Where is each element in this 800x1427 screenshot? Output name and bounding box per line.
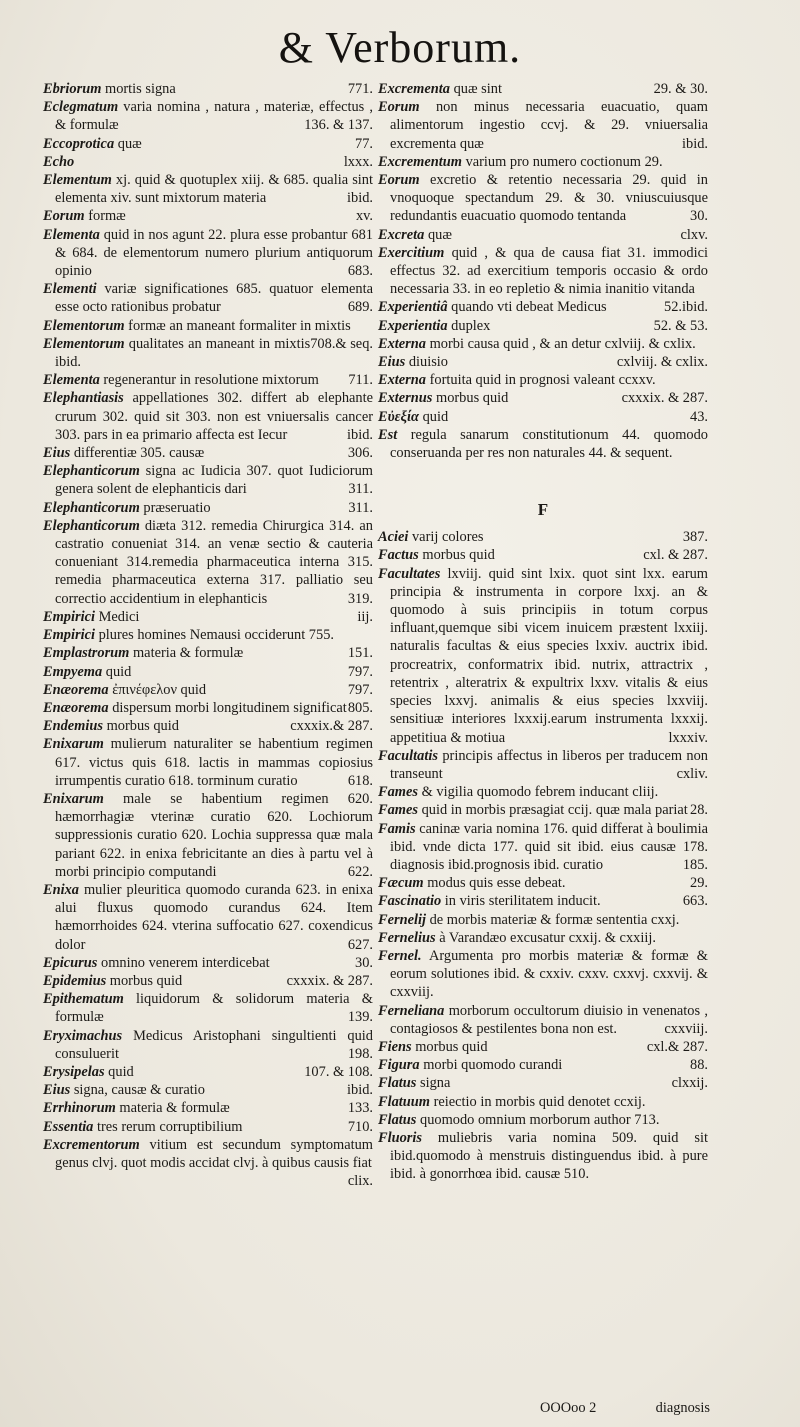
entry-page-ref: cxlviij. & cxlix. [616,354,708,371]
entry-page-ref: 30. [355,954,373,971]
index-entry [43,663,373,681]
entry-headword: Empirici [43,627,95,644]
entry-text: quæ sint [453,81,502,97]
entry-text: lxviij. quid sint lxix. quot sint lxx. earum principia & instrumenta in corpore lxxj. an & quomodo à suis principiis in totum corpus influant,quemque sibi vicem inuicem præstent lxxiij. naturalis facultas & eius species lxxiv. auctrix ibid. procreatrix, conformatrix ibid. nutrix, attractrix , retentrix , alteratrix & expultrix lxxv. vitalis & eius species lxxvj. animalis & eius species lxxviij. sensitiuæ interiores lxxxij.earum instrumenta lxxxij. appetitiua & motiua [390,565,708,746]
entry-headword: Excrementa [378,81,450,97]
entry-text: quid [105,663,132,680]
index-entry [43,517,373,608]
entry-page-ref: clxxij. [671,1075,708,1092]
entry-text: ἐπινέφελον quid [112,681,207,698]
index-entry [378,353,708,371]
entry-page-ref: clxv. [680,226,708,243]
entry-headword: Fames [378,784,418,801]
index-entry [378,892,708,910]
index-entry [378,1093,708,1111]
entry-headword: Elephantiasis [43,390,124,407]
entry-headword: Fæcum [378,875,424,892]
entry-text: omnino venerem interdicebat [101,954,270,971]
entry-page-ref: 306. [347,445,373,462]
entry-headword: Experientiâ [378,299,448,316]
index-entry [378,1074,708,1092]
entry-headword: Fames [378,802,418,819]
entry-text: morborum occultorum diuisio in venenatos , contagiosos & pestilentes bona non est. [390,1002,708,1037]
entry-text: morbi quomodo curandi [423,1057,563,1074]
entry-page-ref: xv. [355,208,373,225]
entry-text: quid , & qua de causa fiat 31. immodici effectus 32. ad exercitium temporis occasio & ordo necessaria 33. in eo repletio & nimia inanitio vitanda [390,244,708,298]
entry-text: appellationes 302. differt ab elephante crurum 302. quid sit 303. non est vniuersalis cancer 303. pars in ea primario affecta est Iecur [55,390,373,443]
index-entry [378,153,708,171]
index-entry [43,1118,373,1136]
entry-headword: Excreta [378,226,425,243]
entry-page-ref: 797. [347,681,373,698]
entry-headword: Epicurus [43,954,98,971]
entry-page-ref: ibid. [347,190,373,207]
index-entry [378,80,708,98]
running-head: & Verborum. [278,23,522,72]
entry-headword: Elephanticorum [43,463,140,480]
entry-headword: Flatus [378,1111,417,1128]
entry-headword: Elementi [43,281,97,298]
e-entries-continued [378,80,708,462]
entry-text: quid in morbis præsagiat ccij. quæ mala pariat [421,802,688,819]
entry-text: modus quis esse debeat. [427,875,566,892]
entry-headword: Erysipelas [43,1063,105,1080]
entry-headword: Fernel. [378,947,422,964]
entry-page-ref: clix. [347,1173,373,1190]
entry-page-ref: 151. [347,645,373,662]
entry-headword: Fluoris [378,1129,422,1146]
index-entry [43,317,373,352]
entry-page-ref: 28. [690,802,708,819]
entry-text: quæ [117,135,142,152]
entry-headword: Elementa [43,372,100,389]
entry-page-ref: 622. [347,863,373,880]
entry-text: morbi causa quid , & an detur cxlviij. & cxlix. [429,335,696,352]
entry-headword: Endemius [43,718,103,735]
entry-text: in viris sterilitatem inducit. [444,893,601,910]
index-entry [378,426,708,462]
entry-page-ref: 311. [348,481,373,498]
entry-headword: Epidemius [43,972,107,989]
index-entry [378,1002,708,1038]
index-entry [378,1111,708,1129]
entry-headword: Eccoprotica [43,135,115,152]
entry-headword: Εὐεξία [378,408,419,425]
entry-page-ref: 387. [682,529,708,546]
index-entry [43,1136,373,1190]
entry-headword: Externa [378,335,426,352]
entry-text: mulierum naturaliter se habentium regimen 617. victus quis 618. lactis in mammas copiosius irrumpentis curatio 618. torminum curatio [55,736,373,789]
index-column-left [43,80,373,1190]
index-entry [378,335,708,353]
entry-page-ref: 107. & 108. [304,1063,373,1080]
entry-text: quæ [427,226,452,243]
index-entry [43,608,373,626]
entry-headword: Eorum [378,172,420,189]
entry-headword: Externa [378,372,426,389]
entry-text: præseruatio [143,499,211,516]
index-entry [378,929,708,947]
entry-headword: Est [378,426,398,443]
entry-headword: Flatus [378,1075,417,1092]
entry-page-ref: 319. [347,590,373,607]
entry-page-ref: 311. [348,499,373,516]
entry-page-ref: cxxviij. [664,1020,708,1037]
signature-line [540,1400,710,1417]
entry-page-ref: 797. [347,663,373,680]
entry-text: varium pro numero coctionum 29. [465,153,663,170]
entry-headword: Epithematum [43,991,124,1008]
entry-page-ref: 198. [347,1045,373,1062]
entry-page-ref: ibid. [682,135,708,152]
entry-page-ref: 711. [348,372,373,389]
entry-page-ref: 710. [347,1118,373,1135]
index-entry [43,389,373,444]
index-entry [43,226,373,281]
entry-headword: Eorum [378,99,420,116]
entry-text: quid [108,1063,134,1080]
index-entry [43,280,373,316]
entry-text: regenerantur in resolutione mixtorum [103,372,319,389]
index-entry [378,171,708,226]
entry-headword: Excrementum [378,153,462,170]
entry-text: diuisio [408,354,448,371]
entry-page-ref: 133. [347,1100,373,1117]
entry-text: Medicus Aristophani singultienti quid consuluerit [55,1027,373,1062]
entry-headword: Facultates [378,565,441,582]
entry-headword: Facultatis [378,747,438,764]
entry-text: morbus quid [415,1038,488,1055]
entry-page-ref: 88. [690,1057,708,1074]
entry-page-ref: cxxxix. & 287. [621,390,708,407]
signature-mark: OOOoo 2 [540,1400,597,1416]
entry-headword: Eryximachus [43,1027,123,1044]
entry-page-ref: 139. [347,1009,373,1026]
index-entry [378,298,708,316]
entry-text: materia & formulæ [132,645,244,662]
index-entry [43,990,373,1026]
entry-headword: Enæorema [43,699,109,716]
index-entry [43,1099,373,1117]
entry-headword: Elementorum [43,335,125,352]
entry-page-ref: 708.& seq. [310,335,373,352]
entry-text: principis affectus in liberos per traducem non transeunt [390,747,708,782]
index-entry [378,226,708,244]
entry-text: variæ significationes 685. quatuor elementa esse octo rationibus probatur [55,281,373,316]
entry-text: non minus necessaria euacuatio, quam alimentorum ingestio ccvj. & 29. vniuersalia excrementa quæ [390,99,709,152]
entry-page-ref: 663. [682,893,708,910]
index-entry [378,1129,708,1184]
index-entry [378,947,708,1002]
entry-text: reiectio in morbis quid denotet ccxij. [433,1093,646,1110]
index-entry [43,644,373,662]
index-entry [43,972,373,990]
index-entry [43,371,373,389]
entry-headword: Elementa [43,226,100,243]
entry-text: mortis signa [105,81,176,97]
entry-page-ref: 805. [347,699,373,716]
entry-text: liquidorum & solidorum materia & formulæ [55,991,373,1026]
entry-text: xj. quid & quotuplex xiij. & 685. qualia sint elementa xiv. sunt mixtorum materia [55,172,373,207]
entry-page-ref: 77. [355,135,373,152]
entry-text: morbus quid [109,972,183,989]
entry-page-ref: 185. [682,856,708,873]
entry-headword: Errhinorum [43,1100,116,1117]
entry-page-ref: ibid. [682,299,708,316]
index-entry [43,153,373,171]
entry-page-ref: 689. [347,299,373,316]
entry-headword: Figura [378,1057,420,1074]
entry-headword: Eius [43,445,71,462]
entry-text: & vigilia quomodo febrem inducant cliij. [421,784,659,801]
index-entry [378,801,708,819]
entry-text: signa [420,1075,451,1092]
index-entry [378,565,708,747]
entry-page-ref: 52. & 53. [653,317,708,334]
entry-headword: Fernelij [378,911,426,928]
entry-page-ref: cxliv. [676,765,708,782]
entry-headword: Enixarum [43,736,104,753]
entry-text: dispersum morbi longitudinem significat [112,699,347,716]
entry-text: duplex [451,317,491,334]
entry-text: à Varandæo excusatur cxxij. & cxxiij. [439,929,656,946]
entry-page-ref: 627. [347,936,373,953]
entry-text: signa ac Iudicia 307. quot Iudiciorum genera solent de elephanticis dari [55,463,373,498]
entry-page-ref: 52. [664,299,682,316]
entry-text: signa, causæ & curatio [73,1082,205,1099]
entry-page-ref: 618. [347,772,373,789]
index-entry [378,98,708,153]
entry-headword: Eclegmatum [43,99,119,116]
entry-page-ref: cxxxix.& 287. [290,718,373,735]
index-entry [378,546,708,564]
section-letter-f: F [537,500,549,520]
entry-page-ref: 771. [347,81,373,97]
entry-page-ref: 683. [347,263,373,280]
index-entry [43,499,373,517]
index-entry [43,699,373,717]
entry-page-ref: cxl.& 287. [646,1038,708,1055]
entry-page-ref: lxxx. [343,153,373,170]
index-entry [43,881,373,954]
entry-page-ref: iij. [357,608,373,625]
entry-headword: Fernelius [378,929,436,946]
entry-headword: Emplastrorum [43,645,130,662]
entry-page-ref: 43. [690,408,708,425]
index-entry [378,747,708,783]
entry-headword: Enixarum [43,790,104,807]
entry-text: vitium est secundum symptomatum genus clvj. quot modis accidat clvj. à quibus causis fiat [55,1136,373,1171]
entry-text: male se habentium regimen 620. hæmorrhagiæ vterinæ curatio 620. Lochiorum suppressionis curatio 620. Lochia suppressa quæ mala pariant 622. in enixa febricitante an dies à partu vel à morbi principio computandi [55,790,373,880]
entry-headword: Experientia [378,317,448,334]
entry-headword: Enixa [43,881,79,898]
index-entry [378,911,708,929]
entry-headword: Eius [43,1082,71,1099]
index-entry [43,790,373,881]
index-entry [43,98,373,134]
entry-headword: Elementorum [43,317,125,334]
entry-text: Argumenta pro morbis materiæ & formæ & eorum solutiones ibid. & cxxiv. cxxv. cxxvj. cxxvij. & cxxviij. [390,947,708,1001]
entry-text: formæ [88,208,126,225]
entry-text: diæta 312. remedia Chirurgica 314. an castratio conueniat 314. an venæ sectio & cauteria conueniant 314.remedia pharmaceutica interna 315. remedia pharmaceutica externa 317. palliatio seu correctio accidentium in elephanticis [55,517,373,607]
index-entry [43,462,373,498]
index-entry [43,135,373,153]
entry-page-ref: cxxxix. & 287. [286,972,373,989]
entry-text: formæ an maneant formaliter in mixtis [128,317,351,334]
entry-headword: Elephanticorum [43,517,140,534]
index-entry [378,528,708,546]
entry-page-ref: lxxxiv. [668,729,708,746]
f-entries [378,528,708,1183]
entry-headword: Ebriorum [43,81,102,97]
index-entry [43,1027,373,1063]
entry-text: varia nomina , natura , materiæ, effectus , & formulæ [55,99,373,134]
entry-text: morbus quid [422,547,495,564]
entry-text: quid in nos agunt 22. plura esse probantur 681 & 684. de elementorum numero plurium antiquorum opinio [55,226,373,280]
entry-text: mulier pleuritica quomodo curanda 623. in enixa alui fluxus quomodo curandus 624. Item hæmorrhoides 624. vterina suffocatio 627. coxendicus dolor [55,881,373,953]
index-entry [378,317,708,335]
entry-headword: Fascinatio [378,893,442,910]
index-entry [378,1056,708,1074]
entry-page-ref: 30. [690,208,708,225]
entry-page-ref: 29. & 30. [653,81,708,97]
entry-text: qualitates an maneant in mixtis ibid. [55,335,311,371]
entry-text: materia & formulæ [119,1100,230,1117]
entry-headword: Enæorema [43,681,109,698]
entry-headword: Exercitium [378,244,445,261]
index-entry [378,1038,708,1056]
catchword: diagnosis [655,1400,710,1416]
index-entry [378,408,708,426]
entry-headword: Externus [378,390,433,407]
index-entry [43,954,373,972]
entry-text: varij colores [411,529,484,546]
entry-headword: Fiens [378,1038,412,1055]
index-entry [378,874,708,892]
entry-text: quomodo omnium morborum author 713. [420,1111,660,1128]
index-entry [43,681,373,699]
entry-headword: Elephanticorum [43,499,140,516]
index-entry [43,171,373,207]
entry-text: excretio & retentio necessaria 29. quid in vnoquoque spectandum 29. & 30. vniuscuiusque redundantis euacuatio quomodo tentanda [390,172,708,225]
entry-headword: Factus [378,547,419,564]
entry-text: caninæ varia nomina 176. quid differat à boulimia ibid. vnde dicta 177. quid sit ibid. eius causæ 178. diagnosis ibid.prognosis ibid. curatio [390,820,708,873]
entry-headword: Ferneliana [378,1002,445,1019]
entry-text: de morbis materiæ & formæ sententia cxxj. [429,911,680,928]
index-column-right [378,80,708,1184]
entry-headword: Excrementorum [43,1136,140,1153]
entry-text: quando vti debeat Medicus [451,299,607,316]
index-entry [43,626,373,644]
index-entry [378,389,708,407]
entry-headword: Elementum [43,172,112,189]
entry-page-ref: ibid. [347,426,373,443]
index-entry [378,783,708,801]
entry-page-ref: ibid. [347,1082,373,1099]
index-entry [43,1063,373,1081]
index-entry [378,820,708,875]
entry-headword: Famis [378,820,416,837]
entry-headword: Aciei [378,529,409,546]
index-entry [43,735,373,790]
entry-headword: Empyema [43,663,103,680]
entry-headword: Essentia [43,1118,94,1135]
entry-text: plures homines Nemausi occiderunt 755. [98,627,334,644]
entry-page-ref: cxl. & 287. [643,547,708,564]
entry-headword: Eorum [43,208,85,225]
entry-text: fortuita quid in prognosi valeant ccxxv. [429,372,656,389]
entry-text: quid [422,408,449,425]
entry-text: morbus quid [436,390,509,407]
entry-headword: Empirici [43,608,95,625]
index-entry [43,80,373,98]
entry-text: Medici [98,608,140,625]
entry-headword: Eius [378,354,406,371]
entry-text: differentiæ 305. causæ [73,445,205,462]
entry-text: muliebris varia nomina 509. quid sit ibid.quomodo à menstruis distinguendus ibid. à pure ibid. à gonorrhœa ibid. causæ 510. [390,1129,708,1183]
entry-page-ref: 136. & 137. [304,117,373,134]
entry-headword: Echo [43,153,75,170]
entry-page-ref: 29. [690,875,708,892]
index-entry [43,444,373,462]
index-entry [378,371,708,389]
index-entry [43,1081,373,1099]
entry-text: regula sanarum constitutionum 44. quomodo conseruanda per res non naturales 44. & sequent. [390,426,708,462]
entry-text: tres rerum corruptibilium [97,1118,243,1135]
index-entry [43,207,373,225]
index-entry [43,717,373,735]
entry-headword: Flatuum [378,1093,430,1110]
entry-text: morbus quid [106,718,179,735]
